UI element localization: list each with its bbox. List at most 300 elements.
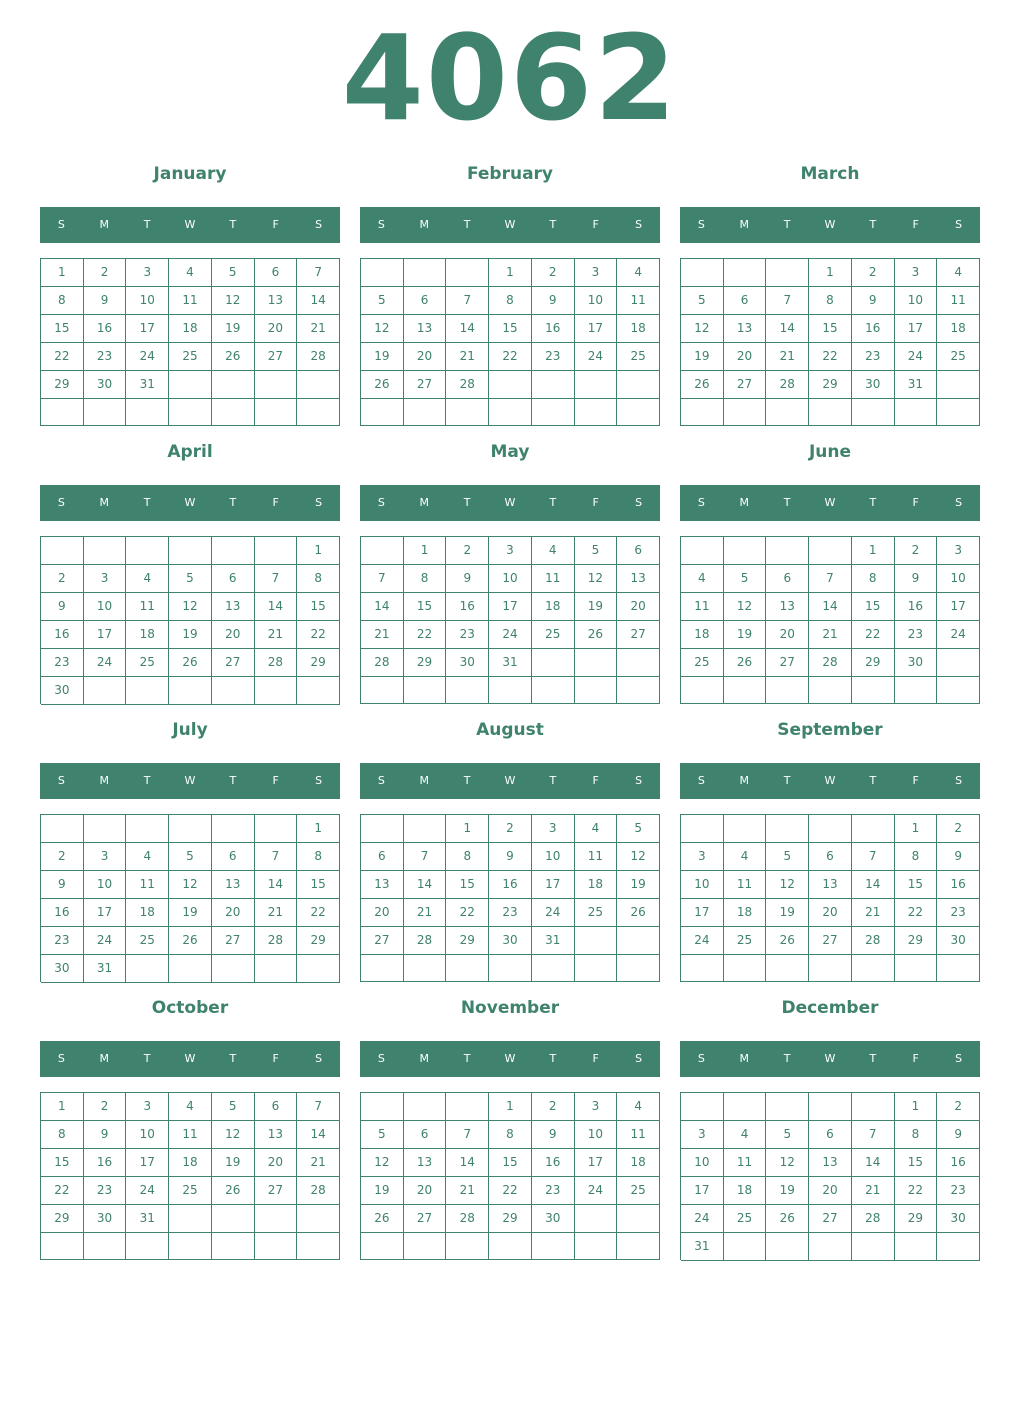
month-name: February [466, 164, 554, 184]
empty-day-cell [361, 1093, 404, 1121]
day-cell: 7 [297, 259, 340, 287]
day-cell: 24 [681, 1205, 724, 1233]
day-cell: 9 [532, 1121, 575, 1149]
day-cell: 20 [809, 899, 852, 927]
day-cell: 15 [895, 1149, 938, 1177]
weekday-header: S [377, 1052, 385, 1065]
month-name: December [781, 998, 879, 1018]
empty-day-cell [937, 371, 980, 399]
weekday-header: W [824, 218, 836, 231]
day-cell: 30 [84, 1205, 127, 1233]
empty-day-cell [809, 677, 852, 704]
day-cell: 14 [255, 871, 298, 899]
empty-day-cell [766, 1093, 809, 1121]
day-cell: 25 [937, 343, 980, 371]
day-cell: 3 [575, 1093, 618, 1121]
day-cell: 6 [404, 1121, 447, 1149]
day-grid [40, 258, 340, 426]
empty-day-cell [297, 1233, 340, 1260]
day-cell: 10 [84, 593, 127, 621]
day-cell: 26 [724, 649, 767, 677]
day-cell: 25 [617, 343, 660, 371]
weekday-header: T [143, 218, 151, 231]
day-cell: 4 [617, 259, 660, 287]
day-grid [680, 258, 980, 426]
empty-day-cell [575, 1205, 618, 1233]
month-september [680, 714, 980, 992]
day-cell: 25 [724, 927, 767, 955]
day-cell: 1 [489, 259, 532, 287]
day-cell: 13 [766, 593, 809, 621]
day-cell: 25 [724, 1205, 767, 1233]
empty-day-cell [532, 677, 575, 704]
day-cell: 22 [489, 1177, 532, 1205]
empty-day-cell [809, 1233, 852, 1261]
day-cell: 23 [852, 343, 895, 371]
empty-day-cell [361, 1233, 404, 1260]
day-cell: 12 [766, 871, 809, 899]
month-december [680, 992, 980, 1270]
day-cell: 27 [617, 621, 660, 649]
day-cell: 30 [41, 955, 84, 983]
day-cell: 5 [575, 537, 618, 565]
empty-day-cell [766, 259, 809, 287]
day-cell: 22 [895, 1177, 938, 1205]
empty-day-cell [852, 1233, 895, 1261]
weekday-header: S [635, 218, 643, 231]
weekday-header: W [504, 1052, 516, 1065]
day-cell: 24 [895, 343, 938, 371]
day-cell: 21 [297, 1149, 340, 1177]
day-cell: 30 [937, 1205, 980, 1233]
day-cell: 28 [297, 1177, 340, 1205]
day-cell: 9 [532, 287, 575, 315]
day-cell: 31 [126, 371, 169, 399]
month-august [360, 714, 660, 992]
empty-day-cell [169, 815, 212, 843]
weekday-header: T [463, 218, 471, 231]
empty-day-cell [446, 1093, 489, 1121]
day-cell: 22 [404, 621, 447, 649]
day-cell: 10 [681, 871, 724, 899]
day-cell: 23 [532, 343, 575, 371]
day-cell: 26 [169, 927, 212, 955]
day-cell: 13 [212, 593, 255, 621]
empty-day-cell [255, 1205, 298, 1233]
empty-day-cell [212, 1205, 255, 1233]
empty-day-cell [126, 815, 169, 843]
weekday-header: M [739, 774, 750, 787]
empty-day-cell [937, 399, 980, 426]
day-cell: 22 [41, 1177, 84, 1205]
weekday-header: W [504, 218, 516, 231]
day-cell: 29 [809, 371, 852, 399]
month-name: March [800, 164, 860, 184]
day-cell: 8 [41, 287, 84, 315]
day-cell: 22 [446, 899, 489, 927]
day-cell: 17 [84, 899, 127, 927]
day-cell: 14 [852, 871, 895, 899]
weekday-header: M [739, 1052, 750, 1065]
weekday-header: T [229, 1052, 237, 1065]
empty-day-cell [681, 259, 724, 287]
empty-day-cell [681, 1093, 724, 1121]
day-cell: 10 [532, 843, 575, 871]
day-cell: 8 [895, 1121, 938, 1149]
day-cell: 7 [446, 287, 489, 315]
weekday-header: T [783, 774, 791, 787]
day-cell: 17 [575, 1149, 618, 1177]
day-cell: 4 [724, 843, 767, 871]
day-cell: 15 [489, 1149, 532, 1177]
day-cell: 26 [681, 371, 724, 399]
empty-day-cell [617, 927, 660, 955]
weekday-header: S [315, 774, 323, 787]
empty-day-cell [852, 955, 895, 982]
day-cell: 25 [126, 927, 169, 955]
month-name: October [151, 998, 229, 1018]
day-cell: 24 [575, 1177, 618, 1205]
empty-day-cell [617, 649, 660, 677]
day-cell: 9 [852, 287, 895, 315]
day-cell: 11 [169, 1121, 212, 1149]
month-november [360, 992, 660, 1270]
empty-day-cell [212, 955, 255, 983]
weekday-header: S [955, 1052, 963, 1065]
empty-day-cell [489, 955, 532, 982]
day-cell: 15 [895, 871, 938, 899]
day-cell: 31 [532, 927, 575, 955]
empty-day-cell [255, 955, 298, 983]
empty-day-cell [532, 1233, 575, 1260]
day-cell: 25 [575, 899, 618, 927]
empty-day-cell [766, 955, 809, 982]
weekday-header: T [463, 774, 471, 787]
day-cell: 31 [895, 371, 938, 399]
day-cell: 11 [126, 871, 169, 899]
empty-day-cell [84, 677, 127, 705]
empty-day-cell [575, 927, 618, 955]
empty-day-cell [809, 399, 852, 426]
day-cell: 29 [41, 371, 84, 399]
empty-day-cell [126, 399, 169, 426]
empty-day-cell [212, 1233, 255, 1260]
day-cell: 6 [361, 843, 404, 871]
empty-day-cell [766, 677, 809, 704]
day-cell: 27 [404, 371, 447, 399]
empty-day-cell [937, 1233, 980, 1261]
weekday-header: T [869, 774, 877, 787]
day-cell: 25 [532, 621, 575, 649]
day-cell: 11 [575, 843, 618, 871]
day-grid [360, 258, 660, 426]
day-cell: 18 [681, 621, 724, 649]
day-cell: 5 [212, 259, 255, 287]
weekday-header: M [419, 1052, 430, 1065]
day-cell: 24 [489, 621, 532, 649]
empty-day-cell [809, 1093, 852, 1121]
day-cell: 27 [766, 649, 809, 677]
day-cell: 23 [937, 1177, 980, 1205]
day-cell: 6 [724, 287, 767, 315]
day-cell: 12 [212, 287, 255, 315]
day-cell: 4 [169, 1093, 212, 1121]
day-cell: 22 [297, 621, 340, 649]
day-cell: 4 [126, 843, 169, 871]
day-cell: 16 [937, 871, 980, 899]
empty-day-cell [169, 371, 212, 399]
empty-day-cell [617, 399, 660, 426]
day-cell: 15 [446, 871, 489, 899]
weekday-header: T [549, 218, 557, 231]
empty-day-cell [489, 371, 532, 399]
empty-day-cell [169, 955, 212, 983]
empty-day-cell [169, 1205, 212, 1233]
day-cell: 12 [361, 1149, 404, 1177]
empty-day-cell [126, 955, 169, 983]
day-cell: 7 [852, 1121, 895, 1149]
day-cell: 18 [126, 899, 169, 927]
day-cell: 17 [84, 621, 127, 649]
empty-day-cell [404, 1093, 447, 1121]
empty-day-cell [41, 537, 84, 565]
empty-day-cell [852, 677, 895, 704]
day-cell: 24 [681, 927, 724, 955]
empty-day-cell [617, 1205, 660, 1233]
day-cell: 15 [41, 315, 84, 343]
day-cell: 20 [404, 343, 447, 371]
day-cell: 30 [41, 677, 84, 705]
day-cell: 8 [489, 1121, 532, 1149]
day-cell: 13 [809, 1149, 852, 1177]
empty-day-cell [212, 371, 255, 399]
day-cell: 1 [852, 537, 895, 565]
empty-day-cell [575, 399, 618, 426]
weekday-header: W [504, 496, 516, 509]
day-cell: 29 [297, 649, 340, 677]
day-cell: 19 [169, 621, 212, 649]
day-cell: 19 [575, 593, 618, 621]
day-cell: 19 [361, 1177, 404, 1205]
empty-day-cell [446, 677, 489, 704]
empty-day-cell [575, 1233, 618, 1260]
day-cell: 26 [169, 649, 212, 677]
weekday-header: M [739, 218, 750, 231]
day-grid [40, 536, 340, 704]
weekday-header: T [549, 496, 557, 509]
day-cell: 4 [169, 259, 212, 287]
day-cell: 8 [297, 565, 340, 593]
month-name: June [808, 442, 852, 462]
day-cell: 19 [617, 871, 660, 899]
empty-day-cell [361, 955, 404, 982]
day-cell: 19 [766, 899, 809, 927]
empty-day-cell [852, 399, 895, 426]
weekday-header: F [912, 496, 919, 509]
day-cell: 19 [212, 1149, 255, 1177]
weekday-header: S [377, 496, 385, 509]
empty-day-cell [532, 955, 575, 982]
weekday-header: S [635, 1052, 643, 1065]
weekday-header-row [40, 763, 340, 799]
day-grid [360, 536, 660, 704]
day-cell: 4 [532, 537, 575, 565]
day-cell: 15 [809, 315, 852, 343]
day-cell: 2 [937, 815, 980, 843]
day-cell: 22 [809, 343, 852, 371]
weekday-header: S [377, 774, 385, 787]
day-cell: 11 [724, 1149, 767, 1177]
day-cell: 17 [126, 1149, 169, 1177]
day-cell: 28 [809, 649, 852, 677]
day-cell: 13 [361, 871, 404, 899]
day-cell: 12 [617, 843, 660, 871]
day-cell: 15 [297, 593, 340, 621]
day-cell: 29 [489, 1205, 532, 1233]
day-cell: 1 [41, 1093, 84, 1121]
weekday-header-row [40, 207, 340, 243]
day-cell: 11 [681, 593, 724, 621]
day-cell: 8 [404, 565, 447, 593]
day-cell: 26 [212, 1177, 255, 1205]
day-cell: 1 [809, 259, 852, 287]
day-cell: 13 [404, 315, 447, 343]
day-cell: 18 [724, 1177, 767, 1205]
empty-day-cell [169, 399, 212, 426]
day-cell: 25 [617, 1177, 660, 1205]
day-cell: 30 [532, 1205, 575, 1233]
weekday-header: S [57, 774, 65, 787]
weekday-header: S [697, 218, 705, 231]
day-cell: 10 [84, 871, 127, 899]
day-cell: 8 [489, 287, 532, 315]
day-cell: 28 [361, 649, 404, 677]
day-cell: 21 [255, 899, 298, 927]
day-cell: 7 [404, 843, 447, 871]
weekday-header-row [40, 1041, 340, 1077]
day-cell: 20 [404, 1177, 447, 1205]
weekday-header: M [99, 218, 110, 231]
day-cell: 26 [212, 343, 255, 371]
day-cell: 2 [41, 565, 84, 593]
day-cell: 17 [532, 871, 575, 899]
weekday-header: T [869, 496, 877, 509]
day-cell: 6 [766, 565, 809, 593]
day-cell: 31 [681, 1233, 724, 1261]
day-cell: 12 [361, 315, 404, 343]
empty-day-cell [41, 815, 84, 843]
empty-day-cell [895, 677, 938, 704]
day-cell: 14 [446, 315, 489, 343]
day-cell: 1 [489, 1093, 532, 1121]
empty-day-cell [532, 649, 575, 677]
day-cell: 10 [895, 287, 938, 315]
day-cell: 8 [41, 1121, 84, 1149]
day-cell: 14 [404, 871, 447, 899]
weekday-header-row [360, 763, 660, 799]
day-cell: 10 [126, 1121, 169, 1149]
day-cell: 27 [255, 1177, 298, 1205]
day-cell: 13 [255, 1121, 298, 1149]
day-cell: 21 [446, 1177, 489, 1205]
day-cell: 5 [724, 565, 767, 593]
empty-day-cell [84, 399, 127, 426]
day-cell: 21 [852, 1177, 895, 1205]
weekday-header-row [360, 207, 660, 243]
day-cell: 13 [809, 871, 852, 899]
day-cell: 13 [255, 287, 298, 315]
empty-day-cell [766, 537, 809, 565]
empty-day-cell [404, 1233, 447, 1260]
day-cell: 26 [766, 927, 809, 955]
day-cell: 16 [852, 315, 895, 343]
empty-day-cell [575, 649, 618, 677]
day-cell: 3 [126, 259, 169, 287]
empty-day-cell [361, 677, 404, 704]
day-cell: 27 [809, 927, 852, 955]
weekday-header-row [360, 485, 660, 521]
weekday-header-row [680, 763, 980, 799]
month-name: May [490, 442, 530, 462]
day-cell: 21 [809, 621, 852, 649]
day-cell: 27 [361, 927, 404, 955]
empty-day-cell [681, 815, 724, 843]
weekday-header: T [783, 218, 791, 231]
day-cell: 14 [446, 1149, 489, 1177]
day-cell: 28 [255, 927, 298, 955]
day-cell: 19 [212, 315, 255, 343]
day-cell: 27 [404, 1205, 447, 1233]
day-cell: 17 [937, 593, 980, 621]
weekday-header: T [783, 496, 791, 509]
day-cell: 2 [489, 815, 532, 843]
day-cell: 19 [681, 343, 724, 371]
day-cell: 27 [255, 343, 298, 371]
day-cell: 14 [852, 1149, 895, 1177]
day-cell: 23 [41, 649, 84, 677]
day-cell: 10 [126, 287, 169, 315]
empty-day-cell [404, 815, 447, 843]
day-cell: 13 [404, 1149, 447, 1177]
day-cell: 26 [361, 1205, 404, 1233]
day-cell: 27 [212, 649, 255, 677]
day-cell: 12 [169, 871, 212, 899]
day-cell: 15 [404, 593, 447, 621]
day-cell: 30 [895, 649, 938, 677]
day-cell: 9 [937, 843, 980, 871]
day-cell: 23 [446, 621, 489, 649]
day-cell: 15 [852, 593, 895, 621]
day-cell: 16 [532, 315, 575, 343]
day-cell: 11 [617, 1121, 660, 1149]
day-cell: 6 [809, 1121, 852, 1149]
day-grid [680, 1092, 980, 1260]
day-cell: 11 [126, 593, 169, 621]
day-cell: 20 [255, 315, 298, 343]
day-cell: 20 [617, 593, 660, 621]
empty-day-cell [937, 677, 980, 704]
day-cell: 13 [617, 565, 660, 593]
day-cell: 26 [361, 371, 404, 399]
day-cell: 1 [41, 259, 84, 287]
day-cell: 14 [255, 593, 298, 621]
day-cell: 20 [255, 1149, 298, 1177]
day-cell: 23 [84, 343, 127, 371]
day-cell: 25 [126, 649, 169, 677]
day-grid [360, 1092, 660, 1260]
weekday-header: S [57, 1052, 65, 1065]
empty-day-cell [84, 1233, 127, 1260]
